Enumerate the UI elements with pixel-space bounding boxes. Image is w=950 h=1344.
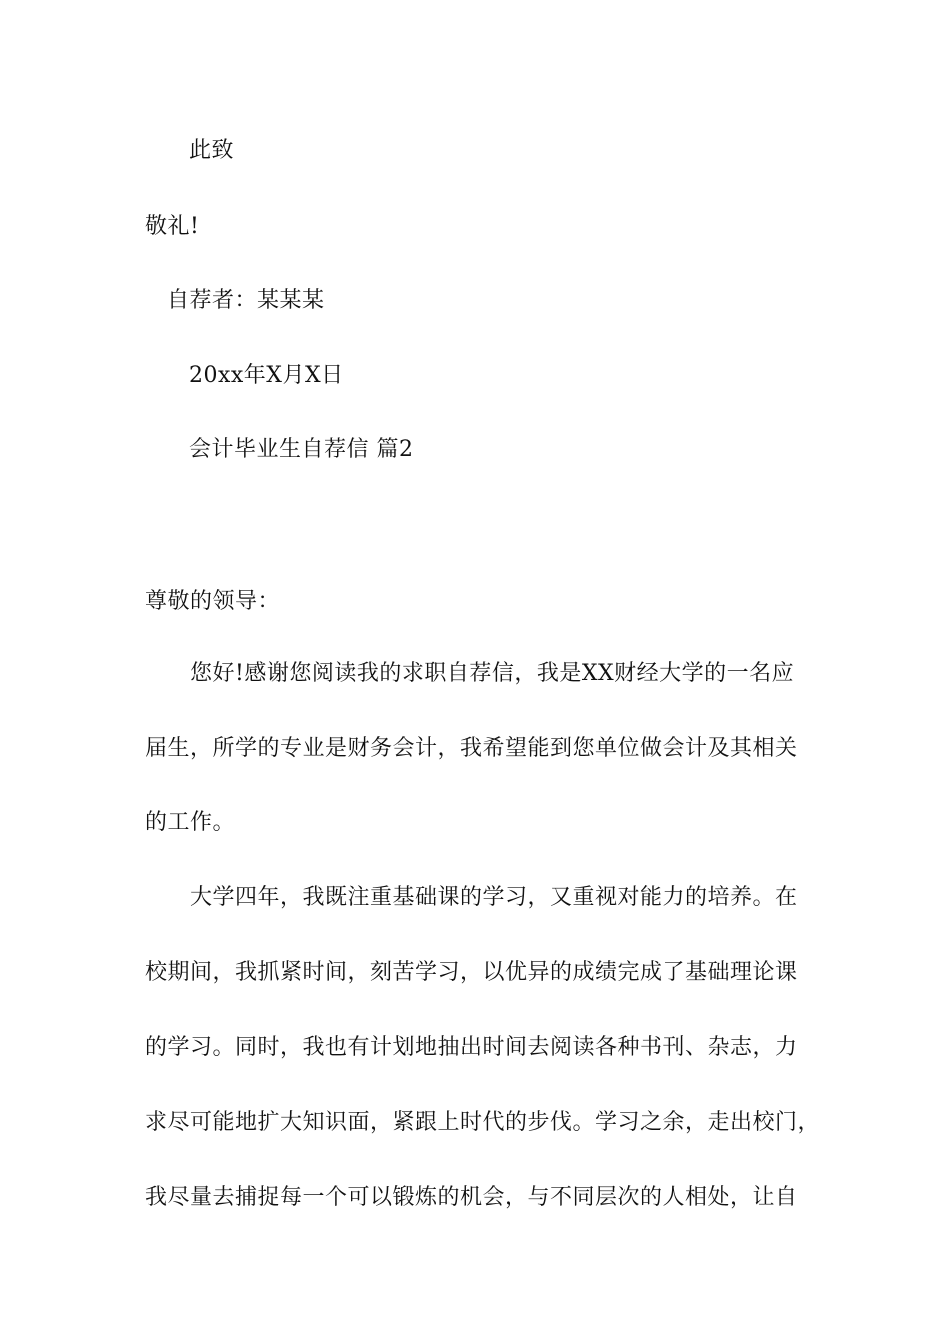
section-title: 会计毕业生自荐信 篇2: [189, 437, 414, 462]
salutation-line: 尊敬的领导：: [145, 589, 281, 614]
closing-line-2: 敬礼!: [145, 214, 200, 239]
paragraph-line: 求尽可能地扩大知识面，紧跟上时代的步伐。学习之余，走出校门，: [145, 1110, 821, 1135]
paragraph-line: 的工作。: [145, 810, 236, 835]
paragraph-line: 大学四年，我既注重基础课的学习，又重视对能力的培养。在: [145, 885, 798, 910]
closing-line-1: 此致: [189, 138, 235, 163]
paragraph-line: 校期间，我抓紧时间，刻苦学习，以优异的成绩完成了基础理论课: [145, 960, 798, 985]
paragraph-line: 您好!感谢您阅读我的求职自荐信，我是XX财经大学的一名应: [145, 661, 795, 686]
date-line: 20xx年X月X日: [189, 363, 344, 388]
paragraph-line: 的学习。同时，我也有计划地抽出时间去阅读各种书刊、杂志，力: [145, 1035, 798, 1060]
signature-line: 自荐者：某某某: [167, 288, 325, 313]
paragraph-line: 届生，所学的专业是财务会计，我希望能到您单位做会计及其相关: [145, 736, 798, 761]
paragraph-line: 我尽量去捕捉每一个可以锻炼的机会，与不同层次的人相处，让自: [145, 1185, 798, 1210]
